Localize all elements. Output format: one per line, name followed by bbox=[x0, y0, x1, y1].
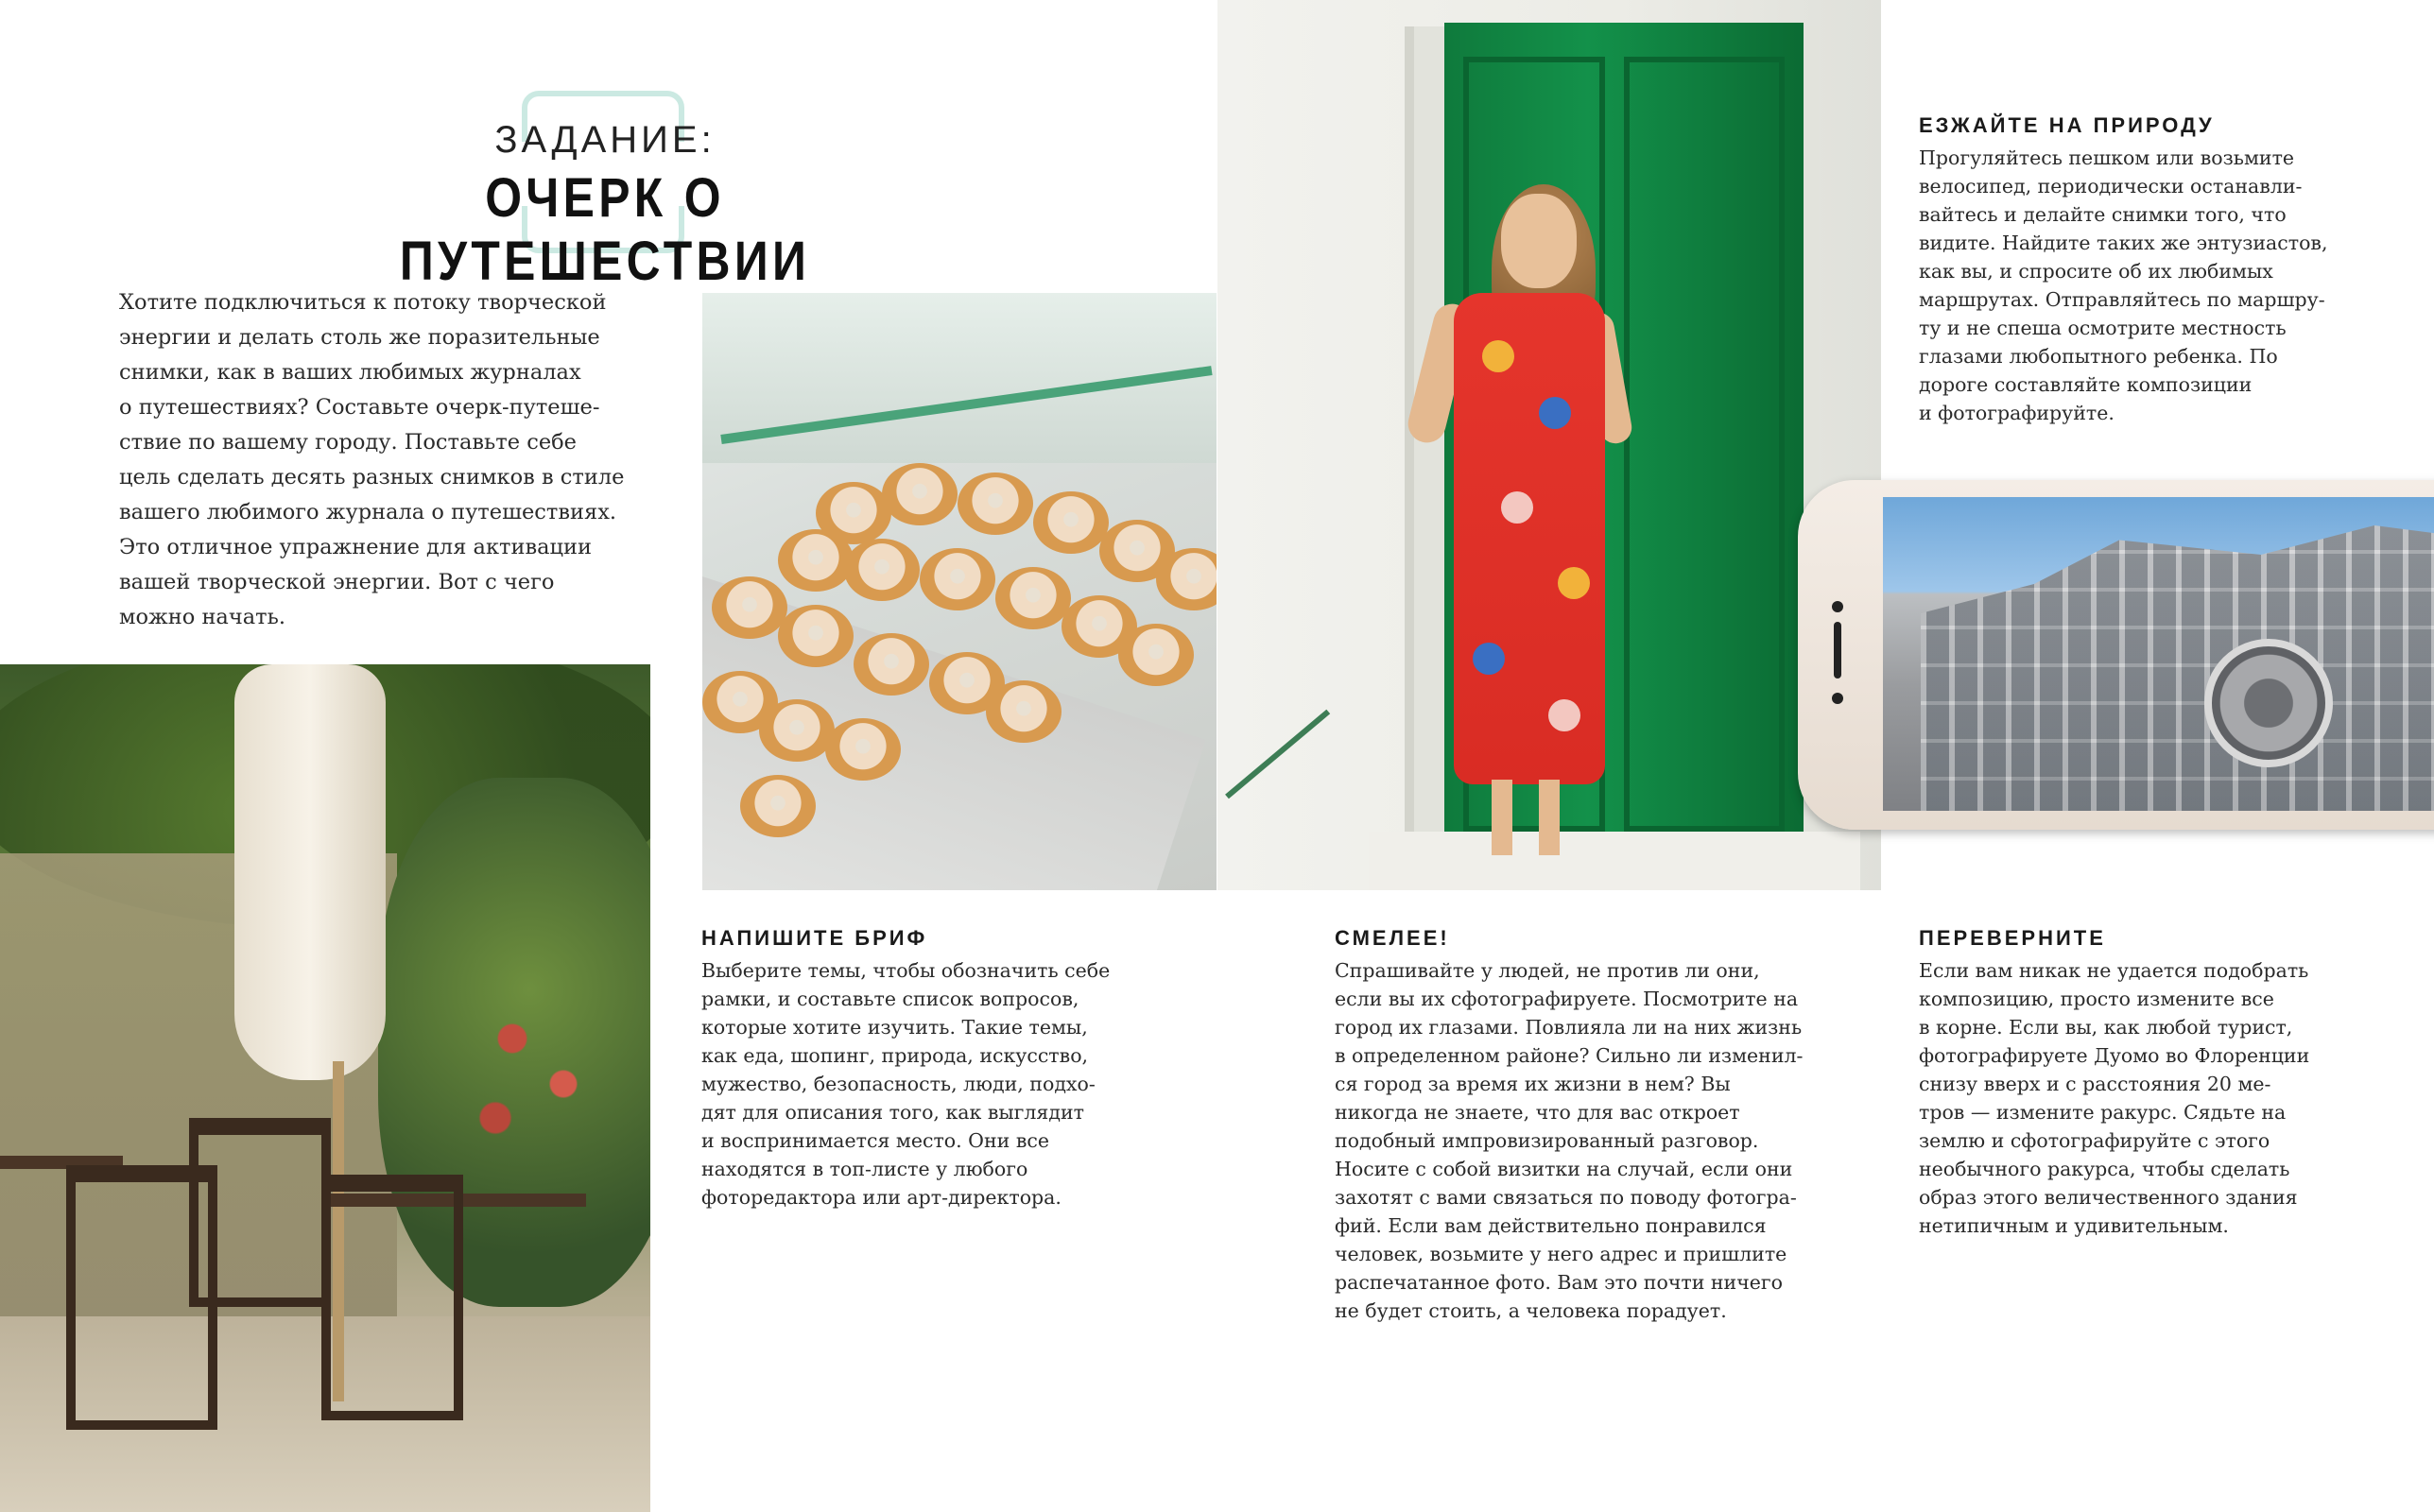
page-title: ОЧЕРК О ПУТЕШЕСТВИИ bbox=[399, 167, 811, 292]
section-line: как вы, и спросите об их любимых bbox=[1919, 260, 2273, 283]
section-line: не будет стоить, а человека порадует. bbox=[1335, 1299, 1727, 1322]
section-body bbox=[1919, 144, 2410, 427]
section-line: дороге составляйте композиции bbox=[1919, 373, 2253, 396]
section-line: Выберите темы, чтобы обозначить себе bbox=[701, 959, 1111, 982]
title-pre: ЗАДАНИЕ: bbox=[494, 119, 716, 161]
section-heading: ЕЗЖАЙТЕ НА ПРИРОДУ bbox=[1919, 113, 2215, 137]
section-line: и фотографируйте. bbox=[1919, 402, 2115, 424]
section-line: фотографируете Дуомо во Флоренции bbox=[1919, 1044, 2310, 1067]
intro-line: снимки, как в ваших любимых журналах bbox=[119, 360, 581, 385]
section-line: подобный импровизированный разговор. bbox=[1335, 1129, 1759, 1152]
section-line: как еда, шопинг, природа, искусство, bbox=[701, 1044, 1089, 1067]
section-line: Если вам никак не удается подобрать bbox=[1919, 959, 2309, 982]
intro-line: Это отличное упражнение для активации bbox=[119, 535, 593, 559]
section-line: Спрашивайте у людей, не против ли они, bbox=[1335, 959, 1760, 982]
section-line: захотят с вами связаться по поводу фотогра- bbox=[1335, 1186, 1797, 1209]
intro-line: вашего любимого журнала о путешествиях. bbox=[119, 500, 617, 524]
intro-line: цель сделать десять разных снимков в стиле bbox=[119, 465, 625, 490]
donuts-photo bbox=[702, 293, 1217, 890]
section-line: фоторедактора или арт-директора. bbox=[701, 1186, 1062, 1209]
section-line: землю и сфотографируйте с этого bbox=[1919, 1129, 2270, 1152]
green-door-photo bbox=[1217, 0, 1881, 890]
section-line: глазами любопытного ребенка. По bbox=[1919, 345, 2278, 368]
section-line: фий. Если вам действительно понравился bbox=[1335, 1214, 1767, 1237]
section-line: Прогуляйтесь пешком или возьмите bbox=[1919, 146, 2295, 169]
section-line: и воспринимается место. Они все bbox=[701, 1129, 1049, 1152]
section-line: маршрутах. Отправляйтесь по маршру- bbox=[1919, 288, 2325, 311]
section-body bbox=[1335, 956, 1845, 1325]
section-bold bbox=[1335, 926, 1845, 1325]
section-line: мужество, безопасность, люди, подхо- bbox=[701, 1073, 1096, 1095]
section-line: в определенном районе? Сильно ли изменил- bbox=[1335, 1044, 1804, 1067]
section-line: ту и не спеша осмотрите местность bbox=[1919, 317, 2287, 339]
section-line: которые хотите изучить. Такие темы, bbox=[701, 1016, 1088, 1039]
section-line: находятся в топ-листе у любого bbox=[701, 1158, 1028, 1180]
section-line: нетипичным и удивительным. bbox=[1919, 1214, 2229, 1237]
intro-line: ствие по вашему городу. Поставьте себе bbox=[119, 430, 578, 455]
section-line: образ этого величественного здания bbox=[1919, 1186, 2298, 1209]
intro-line: о путешествиях? Составьте очерк-путеше- bbox=[119, 395, 600, 420]
section-line: тров — измените ракурс. Сядьте на bbox=[1919, 1101, 2287, 1124]
section-line: человек, возьмите у него адрес и пришлите bbox=[1335, 1243, 1787, 1265]
section-body bbox=[701, 956, 1193, 1211]
section-line: ся город за время их жизни в нем? Вы bbox=[1335, 1073, 1731, 1095]
section-line: снизу вверх и с расстояния 20 ме- bbox=[1919, 1073, 2271, 1095]
section-line: в корне. Если вы, как любой турист, bbox=[1919, 1016, 2293, 1039]
section-line: велосипед, периодически останавли- bbox=[1919, 175, 2303, 198]
section-line: распечатанное фото. Вам это почти ничего bbox=[1335, 1271, 1783, 1294]
camera-icon bbox=[1832, 601, 1843, 612]
intro-paragraph bbox=[119, 285, 648, 635]
section-line: никогда не знаете, что для вас откроет bbox=[1335, 1101, 1740, 1124]
sensor-icon bbox=[1832, 693, 1843, 704]
section-line: город их глазами. Повлияла ли на них жизнь bbox=[1335, 1016, 1803, 1039]
section-line: видите. Найдите таких же энтузиастов, bbox=[1919, 232, 2328, 254]
section-line: рамки, и составьте список вопросов, bbox=[701, 988, 1079, 1010]
section-line: композицию, просто измените все bbox=[1919, 988, 2274, 1010]
intro-line: энергии и делать столь же поразительные bbox=[119, 325, 600, 350]
section-line: Носите с собой визитки на случай, если они bbox=[1335, 1158, 1793, 1180]
intro-line: вашей творческой энергии. Вот с чего bbox=[119, 570, 555, 594]
section-nature bbox=[1919, 113, 2410, 427]
phone-cathedral-photo bbox=[1798, 480, 2434, 830]
section-brief bbox=[701, 926, 1193, 1211]
section-line: дят для описания того, как выглядит bbox=[701, 1101, 1084, 1124]
section-line: необычного ракурса, чтобы сделать bbox=[1919, 1158, 2290, 1180]
garden-photo bbox=[0, 664, 650, 1512]
intro-line: Хотите подключиться к потоку творческой bbox=[119, 290, 607, 315]
section-flip bbox=[1919, 926, 2410, 1240]
section-body bbox=[1919, 956, 2410, 1240]
section-heading: СМЕЛЕЕ! bbox=[1335, 926, 1450, 950]
speaker-icon bbox=[1834, 622, 1841, 679]
phone-screen bbox=[1883, 497, 2434, 811]
section-line: вайтесь и делайте снимки того, что bbox=[1919, 203, 2287, 226]
intro-line: можно начать. bbox=[119, 605, 285, 629]
section-heading: ПЕРЕВЕРНИТЕ bbox=[1919, 926, 2106, 950]
section-line: если вы их сфотографируете. Посмотрите на bbox=[1335, 988, 1799, 1010]
section-heading: НАПИШИТЕ БРИФ bbox=[701, 926, 928, 950]
